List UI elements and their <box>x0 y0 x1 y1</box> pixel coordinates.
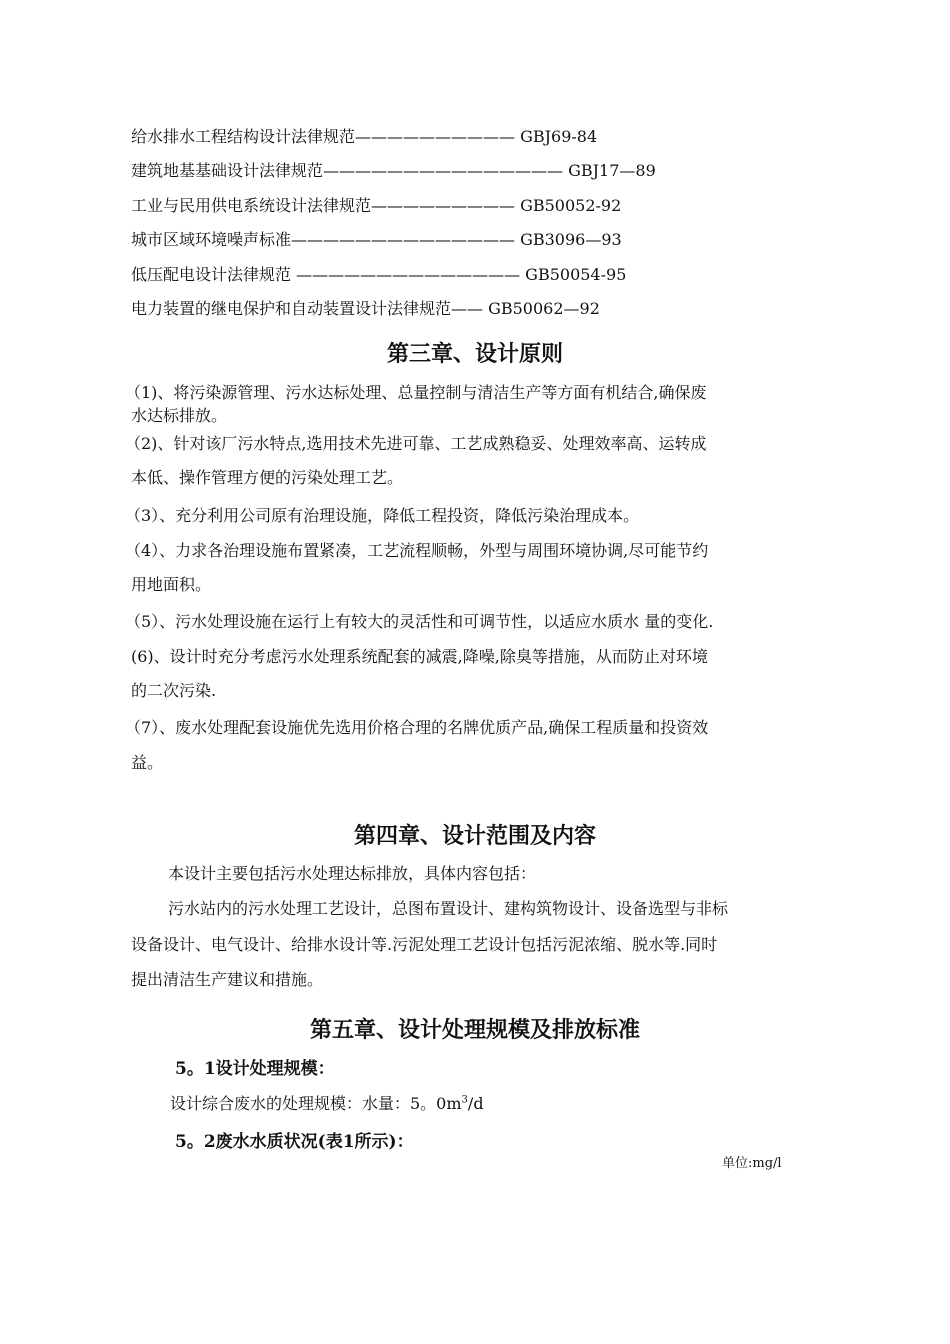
chapter-4-heading: 第四章、设计范围及内容 <box>353 823 596 849</box>
principle-line: （2)、针对该厂污水特点,选用技术先进可靠、工艺成熟稳妥、处理效率高、运转成 <box>125 434 707 453</box>
standard-line: 给水排水工程结构设计法律规范—————————— GBJ69-84 <box>131 127 598 146</box>
scope-line: 设备设计、电气设计、给排水设计等.污泥处理工艺设计包括污泥浓缩、脱水等.同时 <box>131 935 718 954</box>
standard-line: 电力装置的继电保护和自动装置设计法律规范—— GB50062—92 <box>131 299 600 318</box>
principle-line: 用地面积。 <box>131 575 212 594</box>
principle-line: （3）、充分利用公司原有治理设施，降低工程投资，降低污染治理成本。 <box>125 506 640 525</box>
section-5-1-heading: 5。1设计处理规模： <box>175 1059 335 1079</box>
principle-line: 水达标排放。 <box>131 406 228 425</box>
chapter-3-heading: 第三章、设计原则 <box>386 341 563 367</box>
capacity-text: 设计综合废水的处理规模：水量：5。$0m^3/d$ <box>170 1094 484 1113</box>
unit-exponent: 3 <box>461 1094 468 1106</box>
principle-line: （1)、将污染源管理、污水达标处理、总量控制与清洁生产等方面有机结合,确保废 <box>125 383 707 402</box>
principle-line: 的二次污染. <box>131 681 217 700</box>
chapter-5-heading: 第五章、设计处理规模及排放标准 <box>309 1017 640 1043</box>
scope-line: 本设计主要包括污水处理达标排放，具体内容包括： <box>168 864 537 883</box>
standard-line: 建筑地基基础设计法律规范——————————————— GBJ17—89 <box>131 161 656 180</box>
section-5-2-heading: 5。2废水水质状况(表1所示)： <box>175 1132 414 1152</box>
standard-line: 工业与民用供电系统设计法律规范————————— GB50052-92 <box>131 196 622 215</box>
principle-line: (6)、设计时充分考虑污水处理系统配套的减震,降噪,除臭等措施，从而防止对环境 <box>131 647 708 666</box>
principle-line: 本低、操作管理方便的污染处理工艺。 <box>131 468 404 487</box>
standard-line: 城市区域环境噪声标准—————————————— GB3096—93 <box>131 230 622 249</box>
scope-line: 提出清洁生产建议和措施。 <box>131 970 324 989</box>
scope-line: 污水站内的污水处理工艺设计，总图布置设计、建构筑物设计、设备选型与非标 <box>168 899 729 918</box>
principle-line: 益。 <box>131 753 164 772</box>
principle-line: （4）、力求各治理设施布置紧凑，工艺流程顺畅，外型与周围环境协调,尽可能节约 <box>125 541 709 560</box>
standard-line: 低压配电设计法律规范 —————————————— GB50054-95 <box>131 265 627 284</box>
principle-line: （7）、废水处理配套设施优先选用价格合理的名牌优质产品,确保工程质量和投资效 <box>125 718 709 737</box>
unit-label: 单位:mg/l <box>722 1156 782 1171</box>
principle-line: （5）、污水处理设施在运行上有较大的灵活性和可调节性，以适应水质水 量的变化. <box>125 612 714 631</box>
